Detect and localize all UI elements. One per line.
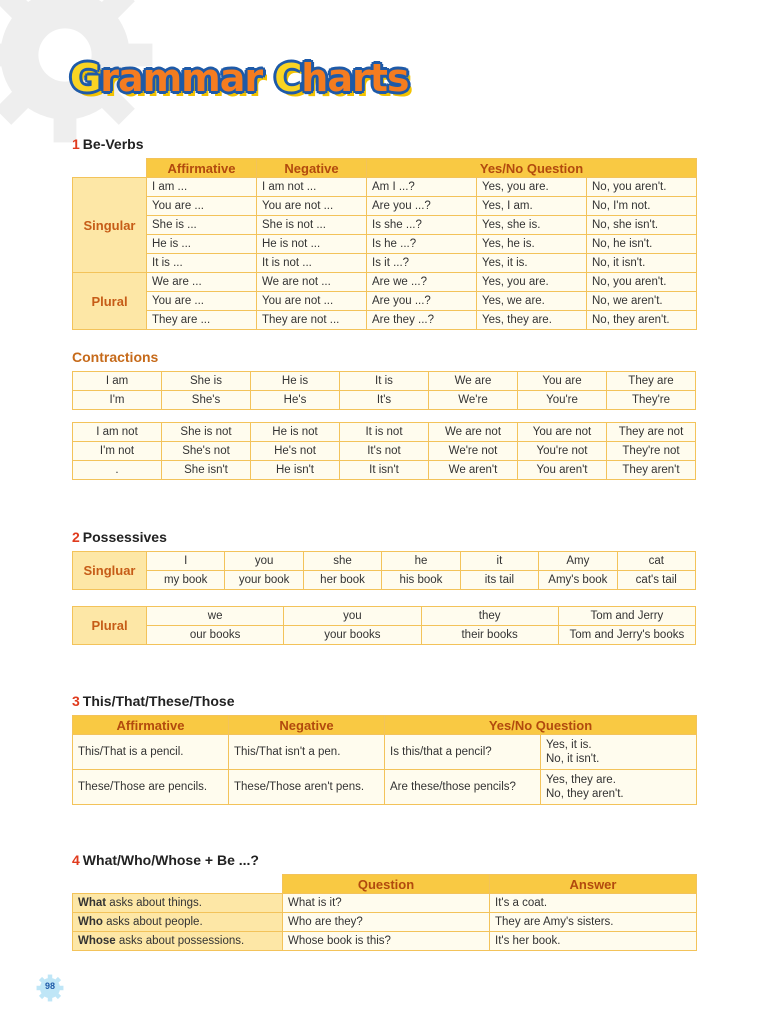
table-cell: It is not	[340, 423, 429, 442]
table-cell: its tail	[460, 571, 538, 590]
table-cell: it	[460, 552, 538, 571]
table-cell: I'm not	[73, 442, 162, 461]
table-cell: She's not	[162, 442, 251, 461]
table-cell: We are not ...	[257, 273, 367, 292]
table-cell: You are not	[518, 423, 607, 442]
contractions-heading: Contractions	[72, 349, 159, 365]
table-cell: Is he ...?	[367, 235, 477, 254]
table-cell: No, I'm not.	[587, 197, 697, 216]
table-row	[73, 391, 696, 410]
header-negative: Negative	[229, 716, 385, 735]
section-heading-possessives: 2 Possessives	[72, 529, 167, 545]
row-label-singular: Singluar	[73, 552, 147, 590]
table-cell: Are you ...?	[367, 197, 477, 216]
table-cell: their books	[421, 626, 558, 645]
table-cell: Amy	[539, 552, 617, 571]
table-cell: you	[284, 607, 421, 626]
row-label-plural: Plural	[73, 273, 147, 330]
header-question: Question	[283, 875, 490, 894]
header-affirmative: Affirmative	[73, 716, 229, 735]
table-cell: He is not	[251, 423, 340, 442]
table-row	[73, 571, 696, 590]
row-label-singular: Singular	[73, 178, 147, 273]
contractions-table-positive	[72, 371, 696, 410]
table-cell: He's not	[251, 442, 340, 461]
table-cell: They're not	[607, 442, 696, 461]
table-cell: Yes, it is.	[477, 254, 587, 273]
table-cell: they	[421, 607, 558, 626]
table-cell: We aren't	[429, 461, 518, 480]
table-cell: It's not	[340, 442, 429, 461]
header-affirmative: Affirmative	[147, 159, 257, 178]
table-cell: cat's tail	[617, 571, 695, 590]
table-cell: her book	[303, 571, 381, 590]
table-cell: Yes, I am.	[477, 197, 587, 216]
section-heading-what-who-whose: 4 What/Who/Whose + Be ...?	[72, 852, 259, 868]
table-cell: Are you ...?	[367, 292, 477, 311]
table-cell: we	[147, 607, 284, 626]
table-cell: cat	[617, 552, 695, 571]
table-cell: We are not	[429, 423, 518, 442]
table-cell: They are not	[607, 423, 696, 442]
table-cell: Are they ...?	[367, 311, 477, 330]
table-cell: my book	[147, 571, 225, 590]
table-cell: Yes, we are.	[477, 292, 587, 311]
table-cell: We're	[429, 391, 518, 410]
table-cell: It is	[340, 372, 429, 391]
table-cell: She's	[162, 391, 251, 410]
table-row	[73, 235, 697, 254]
table-row	[73, 423, 696, 442]
table-row: This/That is a pencil. This/That isn't a pen. Is this/that a pencil? Yes, it is. No, it isn't.	[73, 735, 697, 770]
table-cell: I am not	[73, 423, 162, 442]
table-cell: Is it ...?	[367, 254, 477, 273]
table-row	[73, 607, 696, 626]
table-row: Who asks about people. Who are they? They are Amy's sisters.	[73, 913, 697, 932]
possessives-singular-table	[72, 551, 696, 590]
table-cell: Yes, she is.	[477, 216, 587, 235]
table-cell: No, you aren't.	[587, 273, 697, 292]
table-cell: It's	[340, 391, 429, 410]
table-cell: We're not	[429, 442, 518, 461]
table-cell: your book	[225, 571, 303, 590]
table-cell: .	[73, 461, 162, 480]
table-row	[73, 372, 696, 391]
table-cell: I am ...	[147, 178, 257, 197]
page-title: Grammar Charts	[70, 56, 409, 100]
table-row	[73, 442, 696, 461]
possessives-plural-table	[72, 606, 696, 645]
table-cell: You're	[518, 391, 607, 410]
table-cell: our books	[147, 626, 284, 645]
table-cell: He is	[251, 372, 340, 391]
table-row	[73, 216, 697, 235]
table-cell: He's	[251, 391, 340, 410]
table-cell: It is not ...	[257, 254, 367, 273]
table-cell: You are ...	[147, 197, 257, 216]
table-cell: They are	[607, 372, 696, 391]
table-row	[73, 254, 697, 273]
table-row	[73, 311, 697, 330]
table-cell: They are ...	[147, 311, 257, 330]
table-cell: They're	[607, 391, 696, 410]
table-cell: Yes, they are.	[477, 311, 587, 330]
table-cell: I	[147, 552, 225, 571]
table-cell: They are not ...	[257, 311, 367, 330]
table-cell: She is	[162, 372, 251, 391]
table-cell: Tom and Jerry	[558, 607, 695, 626]
table-cell: You are	[518, 372, 607, 391]
table-cell: No, she isn't.	[587, 216, 697, 235]
table-cell: It is ...	[147, 254, 257, 273]
table-cell: You are not ...	[257, 292, 367, 311]
table-cell: I am not ...	[257, 178, 367, 197]
this-that-table	[72, 715, 697, 805]
section-heading-this-that: 3 This/That/These/Those	[72, 693, 235, 709]
header-yes-no-question: Yes/No Question	[367, 159, 697, 178]
table-cell: Amy's book	[539, 571, 617, 590]
table-cell: She is not ...	[257, 216, 367, 235]
table-cell: Are we ...?	[367, 273, 477, 292]
table-cell: He isn't	[251, 461, 340, 480]
table-cell: She isn't	[162, 461, 251, 480]
table-row	[73, 273, 697, 292]
table-row: Whose asks about possessions. Whose book is this? It's her book.	[73, 932, 697, 951]
table-cell: It isn't	[340, 461, 429, 480]
table-cell: He is ...	[147, 235, 257, 254]
table-cell: No, we aren't.	[587, 292, 697, 311]
contractions-table-negative	[72, 422, 696, 480]
table-cell: Yes, he is.	[477, 235, 587, 254]
table-cell: You are ...	[147, 292, 257, 311]
table-row	[73, 461, 696, 480]
table-cell: you	[225, 552, 303, 571]
table-cell: Yes, you are.	[477, 178, 587, 197]
table-cell: You aren't	[518, 461, 607, 480]
table-cell: I am	[73, 372, 162, 391]
table-row: These/Those are pencils. These/Those aren't pens. Are these/those pencils? Yes, they are. No, they aren't.	[73, 770, 697, 805]
table-cell: Am I ...?	[367, 178, 477, 197]
table-cell: your books	[284, 626, 421, 645]
table-cell: No, he isn't.	[587, 235, 697, 254]
table-cell: No, they aren't.	[587, 311, 697, 330]
table-cell: She is ...	[147, 216, 257, 235]
table-cell: I'm	[73, 391, 162, 410]
table-cell: Yes, you are.	[477, 273, 587, 292]
page-number: 98	[36, 974, 64, 1002]
table-row	[73, 626, 696, 645]
what-who-whose-table	[72, 874, 697, 951]
table-cell: We are ...	[147, 273, 257, 292]
table-cell: No, it isn't.	[587, 254, 697, 273]
table-row	[73, 197, 697, 216]
header-negative: Negative	[257, 159, 367, 178]
table-cell: He is not ...	[257, 235, 367, 254]
section-heading-be-verbs: 1 Be-Verbs	[72, 136, 144, 152]
table-cell: Is she ...?	[367, 216, 477, 235]
table-cell: his book	[382, 571, 460, 590]
table-cell: she	[303, 552, 381, 571]
table-row	[73, 292, 697, 311]
table-cell: No, you aren't.	[587, 178, 697, 197]
table-cell: You're not	[518, 442, 607, 461]
be-verbs-table	[72, 158, 697, 330]
table-header-row	[73, 159, 697, 178]
row-label-plural: Plural	[73, 607, 147, 645]
header-yes-no-question: Yes/No Question	[385, 716, 697, 735]
table-cell: They aren't	[607, 461, 696, 480]
table-row	[73, 178, 697, 197]
table-row: What asks about things. What is it? It's a coat.	[73, 894, 697, 913]
table-row	[73, 552, 696, 571]
table-cell: he	[382, 552, 460, 571]
table-cell: She is not	[162, 423, 251, 442]
table-cell: Tom and Jerry's books	[558, 626, 695, 645]
header-answer: Answer	[490, 875, 697, 894]
table-cell: You are not ...	[257, 197, 367, 216]
table-cell: We are	[429, 372, 518, 391]
